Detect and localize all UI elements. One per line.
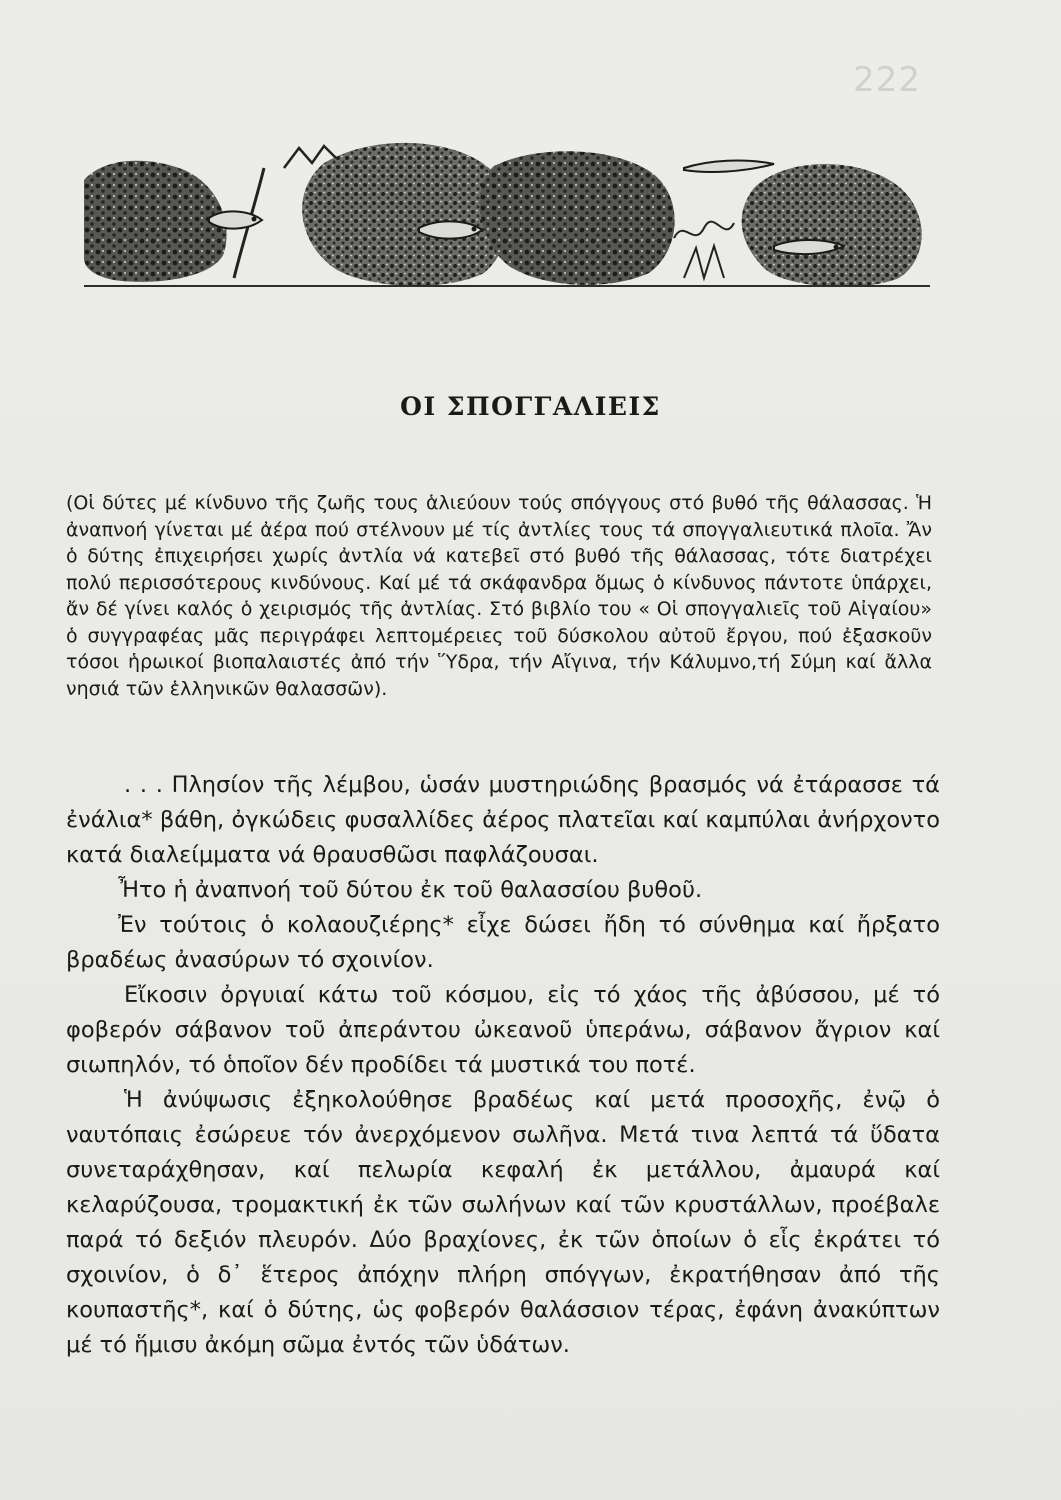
- paragraph-3: Ἐν τούτοις ὁ κολαουζιέρης* εἶχε δώσει ἤδη τό σύνθημα καί ἤρξατο βραδέως ἀνασύρων τό σχοινίον.: [66, 912, 940, 973]
- paragraph-4: Εἴκοσιν ὀργυιαί κάτω τοῦ κόσμου, εἰς τό χάος τῆς ἀβύσσου, μέ τό φοβερόν σάβανον τοῦ ἀπεράντου ὠκεανοῦ ὑπεράνω, σάβανον ἄγριον καί σιωπηλόν, τό ὁποῖον δέν προδίδει τά μυστικά του ποτέ.: [66, 982, 940, 1078]
- main-text: [66, 768, 940, 1363]
- intro-note: (Οἱ δύτες μέ κίνδυνο τῆς ζωῆς τους ἁλιεύουν τούς σπόγγους στό βυθό τῆς θάλασσας. Ἡ ἀναπνοή γίνεται μέ ἀέρα πού στέλνουν μέ τίς ἀντλίες τους τά σπογγαλιευτικά πλοῖα. Ἄν ὁ δύτης ἐπιχειρήσει χωρίς ἀντλία νά κατεβεῖ στό βυθό τῆς θάλασσας, τότε διατρέχει πολύ περισσότερους κινδύνους. Καί μέ τά σκάφανδρα ὅμως ὁ κίνδυνος πάντοτε ὑπάρχει, ἄν δέ γίνει καλός ὁ χειρισμός τῆς ἀντλίας. Στό βιβλίο του « Οἱ σπογγαλιεῖς τοῦ Αἰγαίου» ὁ συγγραφέας μᾶς περιγράφει λεπτομέρειες τοῦ δύσκολου αὐτοῦ ἔργου, πού ἐξασκοῦν τόσοι ἡρωικοί βιοπαλαιστές ἀπό τήν Ὕδρα, τήν Αἴγινα, τήν Κάλυμνο,τή Σύμη καί ἄλλα νησιά τῶν ἑλληνικῶν θαλασσῶν).: [66, 492, 932, 700]
- chapter-title: ΟΙ ΣΠΟΓΓΑΛΙΕΙΣ: [400, 392, 661, 421]
- paragraph-2: Ἦτο ἡ ἀναπνοή τοῦ δύτου ἐκ τοῦ θαλασσίου βυθοῦ.: [118, 877, 703, 903]
- sponge-fish-illustration: [84, 128, 930, 288]
- paragraph-5: Ἡ ἀνύψωσις ἐξηκολούθησε βραδέως καί μετά προσοχῆς, ἐνῷ ὁ ναυτόπαις ἐσώρευε τόν ἀνερχόμενον σωλῆνα. Μετά τινα λεπτά τά ὕδατα συνεταράχθησαν, καί πελωρία κεφαλή ἐκ μετάλλου, ἀμαυρά καί κελαρύζουσα, τρομακτική ἐκ τῶν σωλήνων καί τῶν κρυστάλλων, προέβαλε παρά τό δεξιόν πλευρόν. Δύο βραχίονες, ἐκ τῶν ὁποίων ὁ εἷς ἐκράτει τό σχοινίον, ὁ δ᾽ ἕτερος ἀπόχην πλήρη σπόγγων, ἐκρατήθησαν ἀπό τῆς κουπαστῆς*, καί ὁ δύτης, ὡς φοβερόν θαλάσσιον τέρας, ἐφάνη ἀνακύπτων μέ τό ἥμισυ ἀκόμη σῶμα ἐντός τῶν ὑδάτων.: [66, 1087, 940, 1358]
- bleed-through-page-number: 222: [853, 60, 921, 100]
- paragraph-1: . . . Πλησίον τῆς λέμβου, ὡσάν μυστηριώδης βρασμός νά ἐτάρασσε τά ἐνάλια* βάθη, ὀγκώδεις φυσαλλίδες ἀέρος πλατεῖαι καί καμπύλαι ἀνήρχοντο κατά διαλείμματα νά θραυσθῶσι παφλάζουσαι.: [66, 772, 940, 868]
